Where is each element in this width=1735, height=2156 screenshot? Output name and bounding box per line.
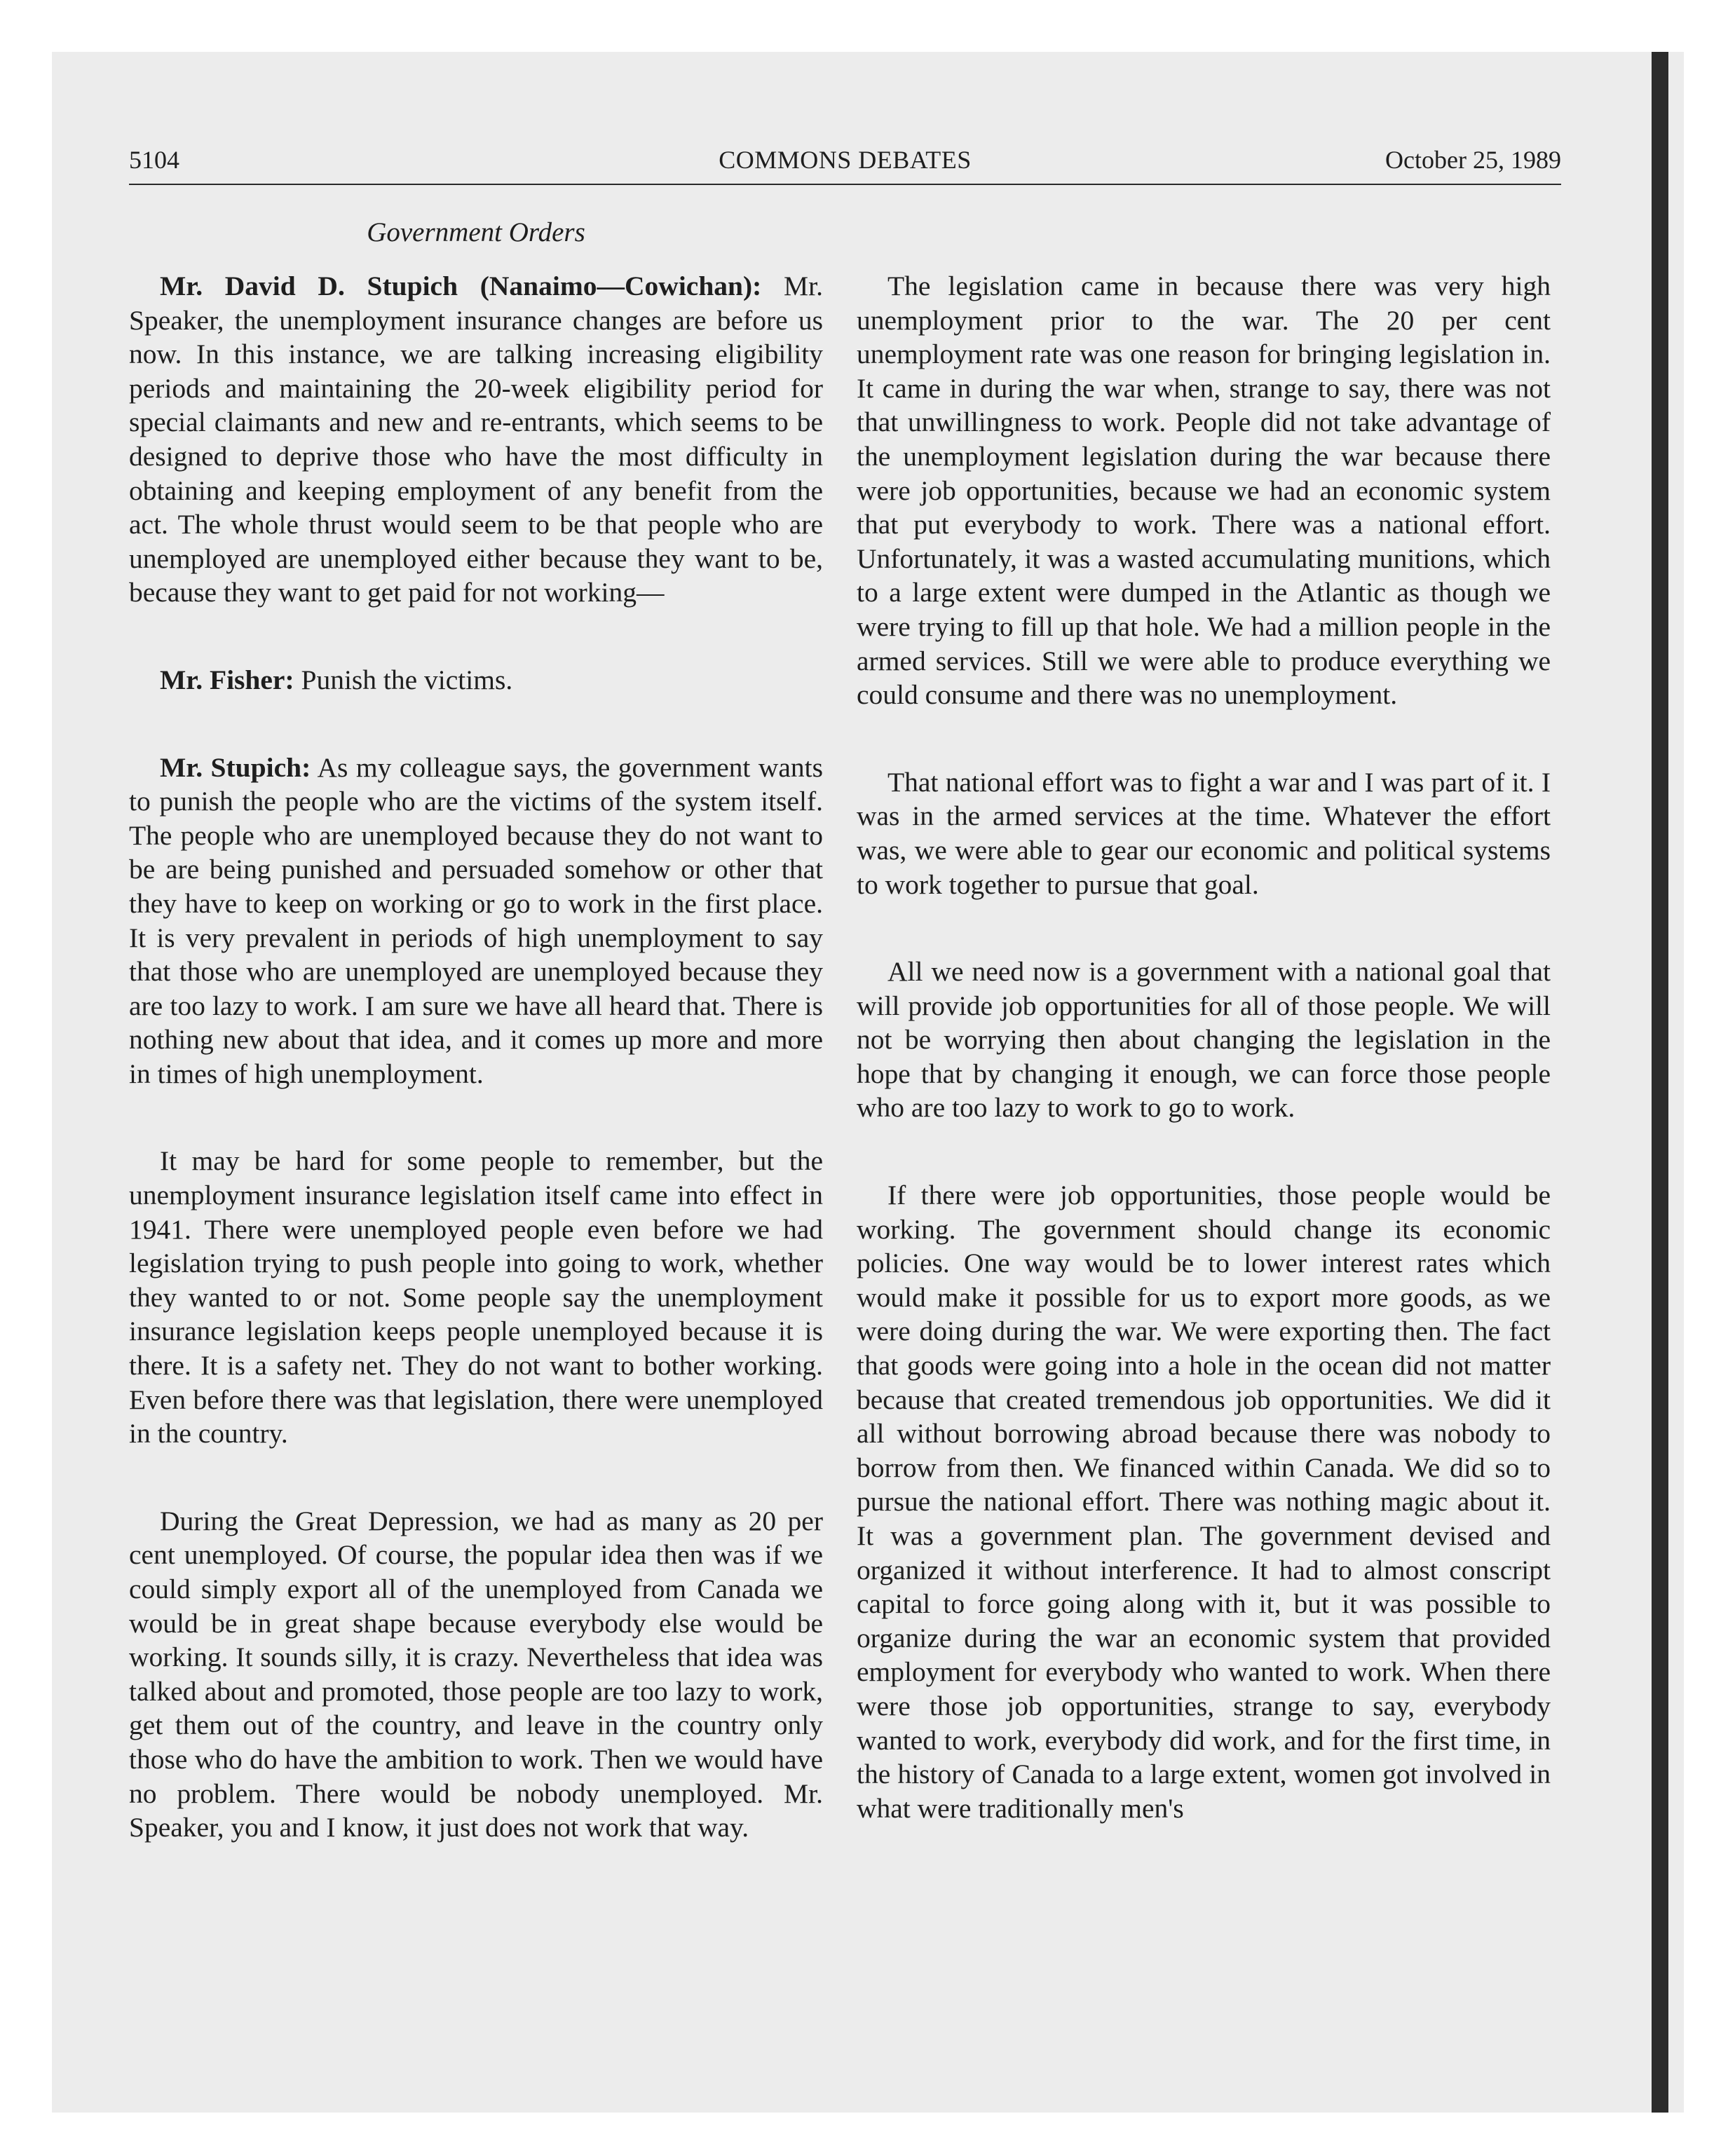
speaker-name: Mr. David D. Stupich (Nanaimo—Cowichan):	[160, 271, 762, 301]
paragraph-text: As my colleague says, the government wants to punish the people who are the victims of the system itself. The people who are unemployed because they do not want to be are being punished and persuaded somehow or other that they have to keep on working or go to work in the first place. It is very prevalent in periods of high unemployment to say that those who are unemployed are unemployed because they are too lazy to work. I am sure we have all heard that. There is nothing new about that idea, and it comes up more and more in times of high unemployment.	[129, 751, 823, 1089]
paragraph-text: Punish the victims.	[294, 664, 513, 695]
paragraph	[129, 663, 823, 697]
scan-edge-bar	[1652, 52, 1668, 2113]
page-header	[129, 137, 1561, 182]
right-column	[857, 269, 1551, 1825]
header-rule	[129, 184, 1561, 185]
paragraph-text: If there were job opportunities, those people would be working. The government should change its economic policies. One way would be to lower interest rates which would make it possible for us to export more goods, as we were doing during the war. We were exporting then. The fact that goods were going into a hole in the ocean did not matter because that created tremendous job opportunities. We did it all without borrowing abroad because there was nobody to borrow from then. We financed within Canada. We did so to pursue the national effort. There was nothing magic about it. It was a government plan. The government devised and organized it without interference. It had to almost conscript capital to force going along with it, but it was possible to organize during the war an economic system that provided employment for everybody who wanted to work. When there were those job opportunities, strange to say, everybody wanted to work, everybody did work, and for the first time, in the history of Canada to a large extent, women got involved in what were traditionally men's	[857, 1180, 1551, 1824]
speaker-name: Mr. Stupich:	[160, 751, 311, 783]
left-column	[129, 269, 823, 1845]
paragraph	[857, 269, 1551, 712]
section-title: Government Orders	[367, 217, 585, 247]
paragraph-text: It may be hard for some people to remember, but the unemployment insurance legislation itself came into effect in 1941. There were unemployed people even before we had legislation trying to push people into going to work, whether they wanted to or not. Some people say the unemployment insurance legislation keeps people unemployed because it is there. It is a safety net. They do not want to bother working. Even before there was that legislation, there were unemployed in the country.	[129, 1145, 823, 1449]
speaker-name: Mr. Fisher:	[160, 664, 294, 695]
paragraph	[857, 765, 1551, 901]
paragraph	[129, 269, 823, 610]
paragraph-text: That national effort was to fight a war and I was part of it. I was in the armed services at the time. Whatever the effort was, we were able to gear our economic and political systems to work together to pursue that goal.	[857, 766, 1551, 900]
paragraph	[857, 1178, 1551, 1825]
page-number: 5104	[129, 146, 179, 174]
paragraph-text: Mr. Speaker, the unemployment insurance changes are before us now. In this instance, we are talking increasing eligibility periods and maintaining the 20-week eligibility period for special claimants and new and re-entrants, which seems to be designed to deprive those who have the most difficulty in obtaining and keeping employment of any benefit from the act. The whole thrust would seem to be that people who are unemployed are unemployed either because they want to be, because they want to get paid for not working—	[129, 271, 823, 608]
paragraph-text: All we need now is a government with a national goal that will provide job opportunities for all of those people. We will not be worrying then about changing the legislation in the hope that by changing it enough, we can force those people who are too lazy to work to go to work.	[857, 956, 1551, 1124]
publication-title: COMMONS DEBATES	[719, 146, 972, 174]
paragraph-text: During the Great Depression, we had as many as 20 per cent unemployed. Of course, the popular idea then was if we could simply export all of the unemployed from Canada we would be in great shape because everybody else would be working. It sounds silly, it is crazy. Nevertheless that idea was talked about and promoted, those people are too lazy to work, get them out of the country, and leave in the country only those who do have the ambition to work. Then we would have no problem. There would be nobody unemployed. Mr. Speaker, you and I know, it just does not work that way.	[129, 1505, 823, 1843]
paragraph	[129, 1504, 823, 1845]
paragraph-text: The legislation came in because there was very high unemployment prior to the war. The 20 per cent unemployment rate was one reason for bringing legislation in. It came in during the war when, strange to say, there was not that unwillingness to work. People did not take advantage of the unemployment legislation during the war because there were job opportunities, because we had an economic system that put everybody to work. There was a national effort. Unfortunately, it was a wasted accumulating munitions, which to a large extent were dumped in the Atlantic as though we were trying to fill up that hole. We had a million people in the armed services. Still we were able to produce everything we could consume and there was no unemployment.	[857, 271, 1551, 711]
paragraph	[129, 751, 823, 1091]
paragraph	[129, 1144, 823, 1450]
publication-date: October 25, 1989	[1385, 146, 1561, 174]
paragraph	[857, 955, 1551, 1125]
